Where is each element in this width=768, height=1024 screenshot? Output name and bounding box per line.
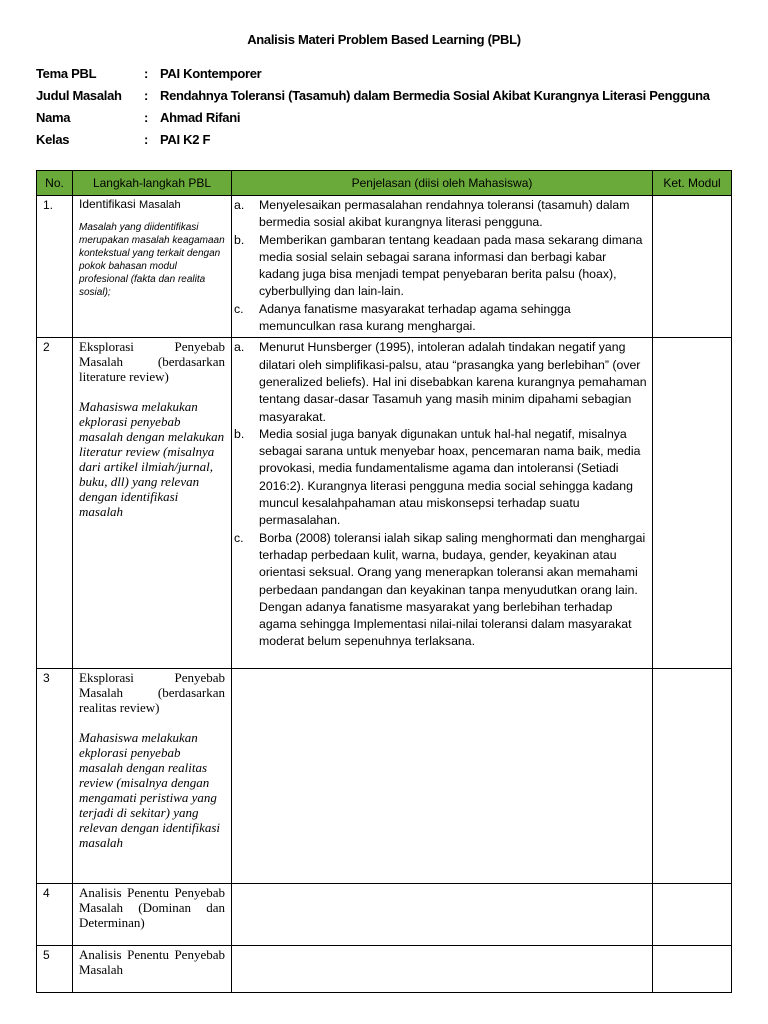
table-header-row	[37, 171, 732, 196]
item-text: Media sosial juga banyak digunakan untuk hal-hal negatif, misalnya sebagai sarana untuk menyebar hoax, pencemaran nama baik, media provokasi, media fundamentalisme agama dan intoleransi (Setiadi 2016:2). Kurangnya literasi pengguna media social sehingga kadang muncul kesalahpahaman atau miskonsepsi terhadap suatu permasalahan.	[259, 426, 641, 528]
step-description: Mahasiswa melakukan ekplorasi penyebab masalah dengan melakukan literatur review (misalnya dari artikel ilmiah/jurnal, buku, dll) yang relevan dengan identifikasi masalah	[79, 399, 225, 520]
module-cell	[653, 884, 732, 946]
table-row	[37, 669, 732, 884]
meta-colon: :	[144, 131, 149, 147]
table-row	[37, 946, 732, 993]
explanation-item	[234, 530, 648, 651]
step-cell	[73, 884, 232, 946]
explanation-cell	[232, 196, 653, 338]
explanation-item	[234, 197, 648, 232]
step-description: Mahasiswa melakukan ekplorasi penyebab masalah dengan realitas review (misalnya dengan mengamati peristiwa yang terjadi di sekitar) yang relevan dengan identifikasi masalah	[79, 730, 221, 851]
item-marker: c.	[234, 301, 244, 316]
item-text: Memberikan gambaran tentang keadaan pada masa sekarang dimana media sosial selain sebagai sarana informasi dan berbagi kabar kadang juga bisa menjadi tempat penyebaran berita palsu (hoax), cyberbullying dan lain-lain.	[259, 232, 643, 299]
module-cell	[653, 669, 732, 884]
row-number: 4	[37, 884, 73, 946]
step-title: Analisis Penentu Penyebab Masalah	[79, 947, 225, 978]
step-title-small: Masalah	[139, 199, 181, 211]
explanation-cell	[232, 669, 653, 884]
meta-row-judul	[36, 84, 710, 106]
step-title: Analisis Penentu Penyebab Masalah (Dominan dan Determinan)	[79, 885, 225, 931]
explanation-item	[234, 232, 648, 301]
meta-row-tema	[36, 62, 710, 84]
explanation-cell	[232, 884, 653, 946]
meta-row-kelas	[36, 128, 710, 150]
row-number: 2	[37, 338, 73, 669]
header-explanation: Penjelasan (diisi oleh Mahasiswa)	[232, 171, 653, 196]
item-marker: a.	[234, 340, 245, 355]
step-description: Masalah yang diidentifikasi merupakan masalah keagamaan kontekstual yang terkait dengan pokok bahasan modul profesional (fakta dan realita sosial);	[79, 222, 225, 298]
meta-label: Nama	[36, 109, 71, 125]
explanation-item	[234, 339, 648, 425]
table-row	[37, 884, 732, 946]
meta-row-nama	[36, 106, 710, 128]
row-number: 3	[37, 669, 73, 884]
header-no: No.	[37, 171, 73, 196]
module-cell	[653, 946, 732, 993]
explanation-cell	[232, 946, 653, 993]
step-title: Eksplorasi Penyebab Masalah (berdasarkan realitas review)	[79, 670, 225, 716]
meta-block	[36, 62, 710, 150]
item-text: Menyelesaikan permasalahan rendahnya toleransi (tasamuh) dalam bermedia sosial akibat kurangnya literasi pengguna.	[259, 198, 630, 230]
item-marker: b.	[234, 426, 245, 441]
step-title: Eksplorasi Penyebab Masalah (berdasarkan literature review)	[79, 339, 225, 385]
item-text: Menurut Hunsberger (1995), intoleran adalah tindakan negatif yang dilatari oleh simplifikasi-palsu, atau “prasangka yang berlebihan” (over generalized beliefs). Hal ini disebabkan karena kurangnya pemahaman tentang dasar-dasar Tasamuh yang masih minim dipahami sebagian masyarakat.	[259, 340, 647, 424]
step-cell	[73, 669, 232, 884]
step-cell	[73, 338, 232, 669]
item-marker: a.	[234, 198, 245, 212]
step-title-main: Identifikasi	[79, 197, 136, 211]
item-marker: c.	[234, 530, 244, 545]
module-cell	[653, 338, 732, 669]
module-cell	[653, 196, 732, 338]
header-module: Ket. Modul	[653, 171, 732, 196]
meta-value: Rendahnya Toleransi (Tasamuh) dalam Bermedia Sosial Akibat Kurangnya Literasi Pengguna	[160, 87, 710, 103]
explanation-item	[234, 301, 648, 336]
explanation-cell	[232, 338, 653, 669]
item-marker: b.	[234, 232, 245, 247]
item-text: Borba (2008) toleransi ialah sikap saling menghormati dan menghargai terhadap perbedaan kulit, warna, budaya, gender, keyakinan atau orientasi seksual. Orang yang menerapkan toleransi akan memahami perbedaan pandangan dan keyakinan tanpa menyudutkan orang lain. Dengan adanya fanatisme masyarakat yang berlebihan terhadap agama sehingga Implementasi nilai-nilai toleransi dalam masyarakat moderat belum sepenuhnya terlaksana.	[259, 530, 646, 649]
header-step: Langkah-langkah PBL	[73, 171, 232, 196]
table-row	[37, 338, 732, 669]
row-number: 5	[37, 946, 73, 993]
explanation-item	[234, 426, 648, 530]
step-cell	[73, 196, 232, 338]
step-title	[79, 197, 225, 211]
meta-value: PAI Kontemporer	[160, 65, 262, 81]
meta-label: Judul Masalah	[36, 87, 122, 103]
step-cell	[73, 946, 232, 993]
meta-colon: :	[144, 87, 149, 103]
meta-value: PAI K2 F	[160, 131, 211, 147]
table-row	[37, 196, 732, 338]
meta-colon: :	[144, 109, 149, 125]
document-title: Analisis Materi Problem Based Learning (PBL)	[247, 32, 521, 47]
pbl-table	[36, 170, 732, 993]
meta-label: Tema PBL	[36, 65, 97, 81]
meta-label: Kelas	[36, 131, 70, 147]
item-text: Adanya fanatisme masyarakat terhadap agama sehingga memunculkan rasa kurang menghargai.	[259, 301, 571, 334]
meta-value: Ahmad Rifani	[160, 109, 241, 125]
meta-colon: :	[144, 65, 149, 81]
row-number: 1.	[37, 196, 73, 338]
